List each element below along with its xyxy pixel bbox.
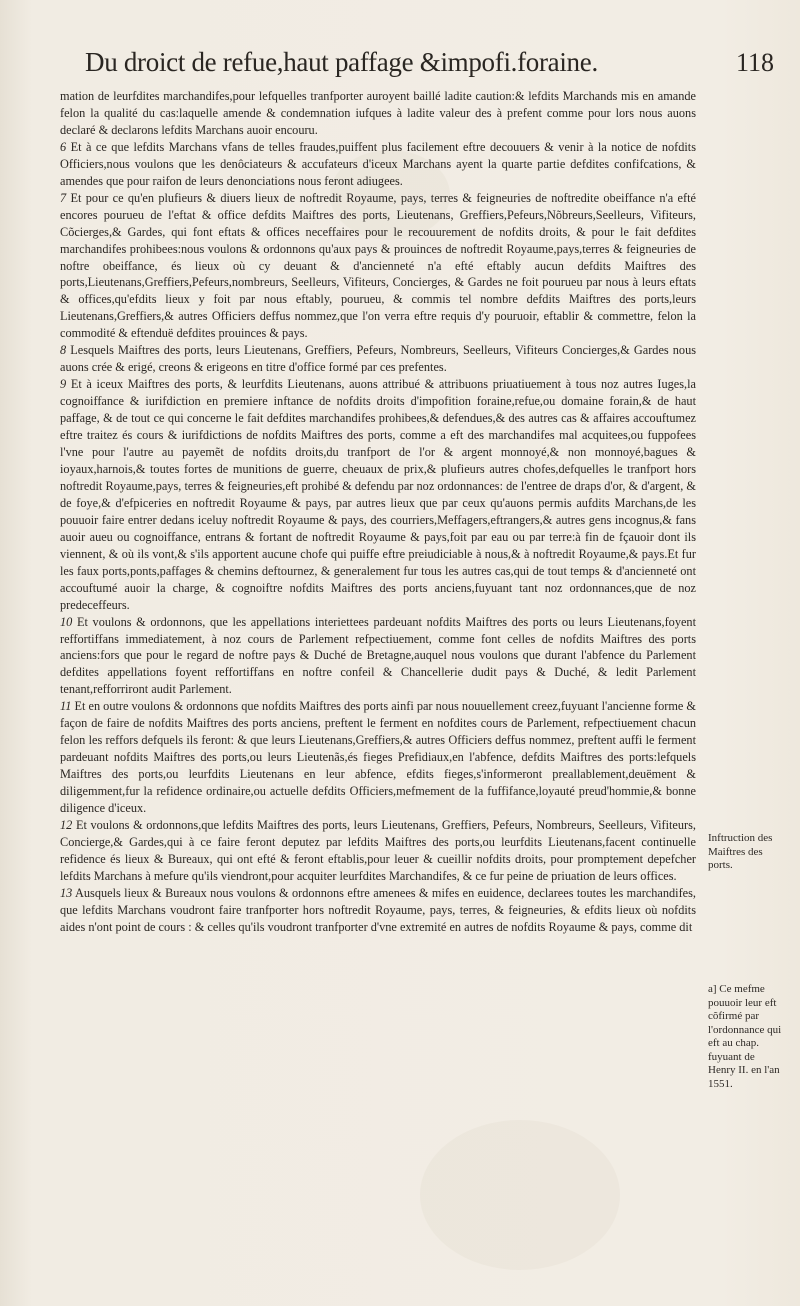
paragraph-text: Et à iceux Maiftres des ports, & leurfdits Lieutenans, auons attribué & attribuons priuatiuement à tous noz autres Iuges,la cognoiffance & iurifdiction en premiere inftance de nofdits droits d'impofition foraine,refue,ou domaine forain,& de haut paffage, & de tout ce qui concerne le fait defdites marchandifes prohibees,& defendues,& des autres cas & affaires accouftumez eftre traitez és cours & iurifdictions de nofdits Maiftres des ports, comme a eft des marchandifes mal acquitees,ou fuppofees l'vne pour l'autre au payemẽt de nofdits droits,du tranfport de l'or & argent monnoyé,& non monnoyé,bagues & ioyaux,harnois,& toutes fortes de munitions de guerre, cheuaux de prix,& plufieurs autres chofes,defquelles le tranfport hors noftredit Royaume,pays, terres & feigneuries,eft prohibé & defendu par noz ordonnances: de l'entree de draps d'or, & d'argent, & de foye,& d'efpiceries en noftredit Royaume & pays, par autres lieux que par ceux qu'auons permis aufdits Marchans,de les pouuoir faire entrer dedans iceluy noftredit Royaume & pays, des courriers,Meffagers,eftrangers,& autres gens incognus,& fans auoir aueu ou cognoiffance, entrans & fortant de noftredit Royaume & pays,foit par eau ou par terre:à fin de fçauoir dont ils viennent, & où ils vont,& s'ils apportent aucune chofe qui puiffe eftre preiudiciable à nous,& à noftredit Royaume,& pays.Et fur les faux ports,ponts,paffages & chemins deftournez, & generalement fur tous les autres cas,qui de tout temps & d'ancienneté ont accouftumé auoir la charge, & cognoiftre nofdits Maiftres des ports anciens,fuyuant tant noz ordonnances,que de noz predeceffeurs. — [60, 377, 696, 612]
paragraph-text: Ausquels lieux & Bureaux nous voulons & ordonnons eftre amenees & mifes en euidence, declarees toutes les marchandifes, que lefdits Marchans voudront faire tranfporter hors noftredit Royaume, pays, terres, & feigneuries, & efdits lieux où nofdits aides n'ont point de cours : & celles qu'ils voudront tranfporter d'vne extremité en autres de nofdits Royaume & pays, comme dit — [60, 885, 696, 934]
paper-stain — [420, 1120, 620, 1270]
running-header — [60, 47, 780, 87]
header-title: Du droict de refue,haut paffage &impofi.foraine. — [85, 47, 598, 77]
paragraph — [60, 342, 696, 376]
article-number: 11 — [60, 699, 72, 714]
paragraph — [60, 376, 696, 613]
paragraph-text: Et pour ce qu'en plufieurs & diuers lieux de noftredit Royaume, pays, terres & feigneuries de noftredite obeiffance n'a efté encores pourueu de l'eftat & office defdits Maiftres des ports, Lieutenans, Greffiers,Pefeurs,Nõbreurs,Seelleurs, Vifiteurs, Cõcierges,& Gardes, qui font eftats & offices neceffaires pour le recouurement de nofdits droits, & pour le fait defdites marchandifes prohibees:nous voulons & ordonnons qu'aux pays & prouinces de noftredit Royaume,pays,terres & feigneuries de noftre obeiffance, és lieux où cy deuant & d'ancienneté n'a efté eftably aucun defdits Maiftres des ports,Lieutenans,Greffiers,Pefeurs,nombreurs, Seelleurs, Vifiteurs, Concierges, & Gardes ne foit pourueu par nous à leurs eftats & offices,qu'efdits lieux y foit par nous eftably, pourueu, & commis tel nombre defdits Maiftres des ports,leurs Lieutenans,Greffiers,& autres Officiers deffus nommez,que l'on verra eftre requis d'y pouruoir, eftablir & commettre, felon la commodité & eftenduë defdites prouinces & pays. — [60, 190, 696, 341]
article-number: 10 — [60, 614, 73, 629]
paragraph — [60, 817, 696, 885]
paragraph — [60, 88, 696, 139]
article-number: 8 — [60, 343, 67, 358]
paragraph-text: Et en outre voulons & ordonnons que nofdits Maiftres des ports ainfi par nous nouuellement creez,fuyuant l'ancienne forme & façon de faire de nofdits Maiftres des ports anciens, preftent le ferment en nofdites cours de Parlement, refpectiuement chacun felon les reffors defquels ils feront: & que leurs Lieutenans,Greffiers,& autres Officiers deffus nommez, preftent auffi le ferment pardeuant nofdits Maiftres des ports,ou leurs Lieutenãs,és fieges Prefidiaux,en l'abfence, defdits Maiftres des ports:lefquels Maiftres des ports,ou leurfdits Lieutenans en leur abfence, efdits fieges,s'informeront preallablement,deuëment & diligemment,fur la refidence ordinaire,ou actuelle defdits Officiers,mefmement de la fuffifance,loyauté preud'hommie,& bonne diligence d'iceux. — [60, 699, 696, 816]
article-number: 7 — [60, 190, 67, 205]
paragraph — [60, 698, 696, 817]
main-text — [60, 88, 696, 936]
paragraph-text: mation de leurfdites marchandifes,pour lefquelles tranfporter auroyent baillé ladite caution:& lefdits Marchands mis en amande felon la qualité du cas:laquelle amende & condemnation iufques à ladite valeur des à prefent comme pour lors nous auons declaré & declarons lefdits Marchans auoir encouru. — [60, 89, 696, 137]
paragraph-text: Et voulons & ordonnons,que lefdits Maiftres des ports, leurs Lieutenans, Greffiers, Pefeurs, Nombreurs, Seelleurs, Vifiteurs, Concierge,& Gardes,qui à ce faire feront deputez par lefdits Maiftres des ports,ou leurfdits Lieutenans,facent continuelle refidence és lieux & Bureaux, qui ont efté & feront eftablis,pour leuer & cueillir nofdits droits, pour promptement depefcher lefdits Marchans à mefure qu'ils viendront,pour acquiter leurfdites Marchandifes, & ce fur peine de priuation de leurs offices. — [60, 817, 696, 883]
paragraph-text: Et à ce que lefdits Marchans vfans de telles fraudes,puiffent plus facilement eftre decouuers & venir à la notice de nofdits Officiers,nous voulons que les denôciateurs & accufateurs d'iceux Marchans ayent la quarte partie defdites confifcations, & amendes que pour raifon de leurs denonciations nous feront adiugees. — [60, 139, 697, 188]
paragraph — [60, 885, 696, 936]
article-number: 12 — [60, 817, 73, 832]
article-number: 9 — [60, 377, 67, 392]
margin-note: a] Ce mefme pouuoir leur eft cõfirmé par l'ordonnance qui eft au chap. fuyuant de Henry II. en l'an 1551. — [708, 983, 782, 1090]
article-number: 6 — [60, 139, 67, 154]
paragraph — [60, 139, 696, 190]
article-number: 13 — [60, 885, 73, 900]
paragraph — [60, 190, 696, 343]
paragraph-text: Et voulons & ordonnons, que les appellations interiettees pardeuant nofdits Maiftres des ports ou leurs Lieutenans,foyent reffortiffans immediatement, à noz cours de Parlement refpectiuement, comme font celles de nofdits Maiftres des ports anciens:fors que pour le regard de noftre pays & Duché de Bretagne,auquel nous voulons que durant l'abfence du Parlement defdites appellations foyent reffortiffans en noftre confeil & Chancellerie dudit pays & Duché, & ledit Parlement tenant,refforriront audit Parlement. — [60, 614, 696, 697]
paragraph — [60, 614, 696, 699]
paragraph-text: Lesquels Maiftres des ports, leurs Lieutenans, Greffiers, Pefeurs, Nombreurs, Seelleurs, Vifiteurs Concierges,& Gardes nous auons crée & erigé, creons & erigeons en titre d'office formé par ces prefentes. — [60, 343, 697, 375]
margin-note: Inftruction des Maiftres des ports. — [708, 832, 773, 871]
page-number: 118 — [735, 48, 774, 77]
